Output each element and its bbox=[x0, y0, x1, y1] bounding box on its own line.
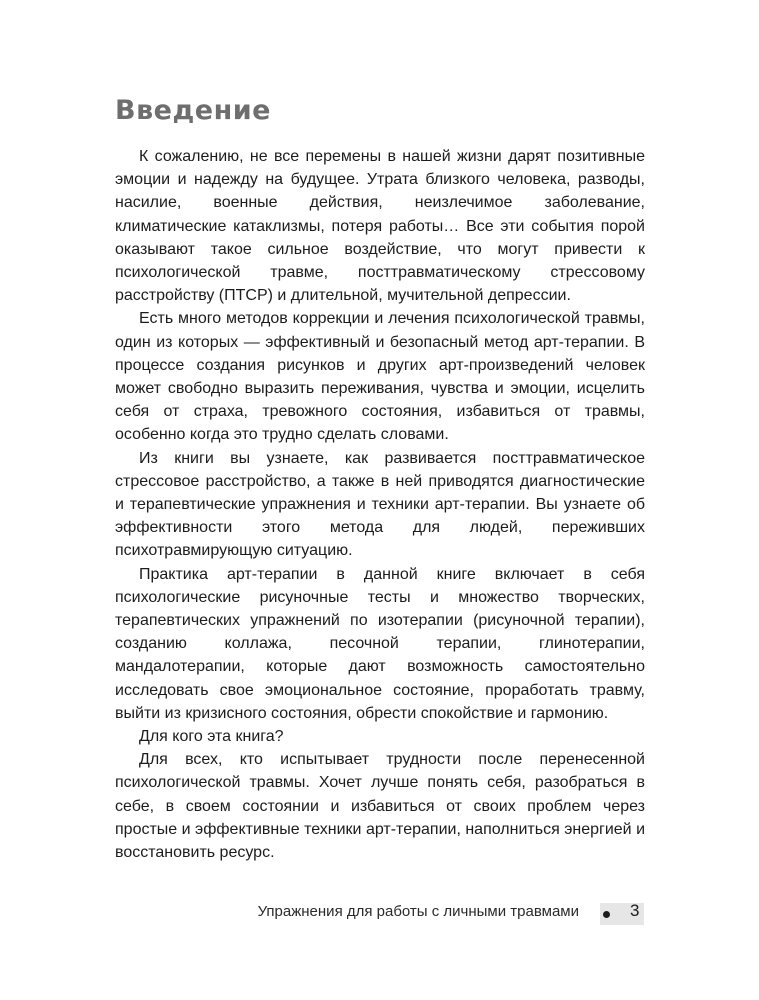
paragraph-audience-question: Для кого эта книга? bbox=[139, 728, 284, 746]
page-number: 3 bbox=[630, 901, 640, 920]
paragraph-audience-answer: Для всех, кто испытывает трудности после перенесенной психологической травмы. Хочет лучше понять себя, разобраться в себе, в своем состоянии и избавиться от своих проблем через простые и эффективные техники арт-терапии, наполниться энергией и восстановить ресурс. bbox=[115, 751, 645, 862]
bullet-dot-icon bbox=[603, 911, 610, 918]
paragraph-intro: К сожалению, не все перемены в нашей жизни дарят позитивные эмоции и надежду на будущее. Утрата близкого человека, разводы, насилие, военные действия, неизлечимое заболевание, климатические катаклизмы, потеря работы… Все эти события порой оказывают такое сильное воздействие, что могут привести к психологической травме, посттравматическому стрессовому расстройству (ПТСР) и длительной, мучительной депрессии. bbox=[115, 148, 645, 305]
page-footer bbox=[0, 899, 759, 929]
paragraph-book-contents: Из книги вы узнаете, как развивается посттравматическое стрессовое расстройство, а также в ней приводятся диагностические и терапевтические упражнения и техники арт-терапии. Вы узнаете об эффективности этого метода для людей, переживших психотравмирующую ситуацию. bbox=[115, 449, 645, 560]
chapter-heading: Введение bbox=[115, 95, 271, 126]
body-text bbox=[115, 145, 645, 864]
paragraph-methods: Есть много методов коррекции и лечения психологической травмы, один из которых — эффективный и безопасный метод арт-терапии. В процессе создания рисунков и других арт-произведений человек может свободно выразить переживания, чувства и эмоции, исцелить себя от страха, тревожного состояния, избавиться от травмы, особенно когда это трудно сделать словами. bbox=[115, 310, 645, 444]
running-title: Упражнения для работы с личными травмами bbox=[257, 903, 579, 920]
paragraph-practice: Практика арт-терапии в данной книге включает в себя психологические рисуночные тесты и множество творческих, терапевтических упражнений по изотерапии (рисуночной терапии), созданию коллажа, песочной терапии, глинотерапии, мандалотерапии, которые дают возможность самостоятельно исследовать свое эмоциональное состояние, проработать травму, выйти из кризисного состояния, обрести спокойствие и гармонию. bbox=[115, 565, 645, 722]
